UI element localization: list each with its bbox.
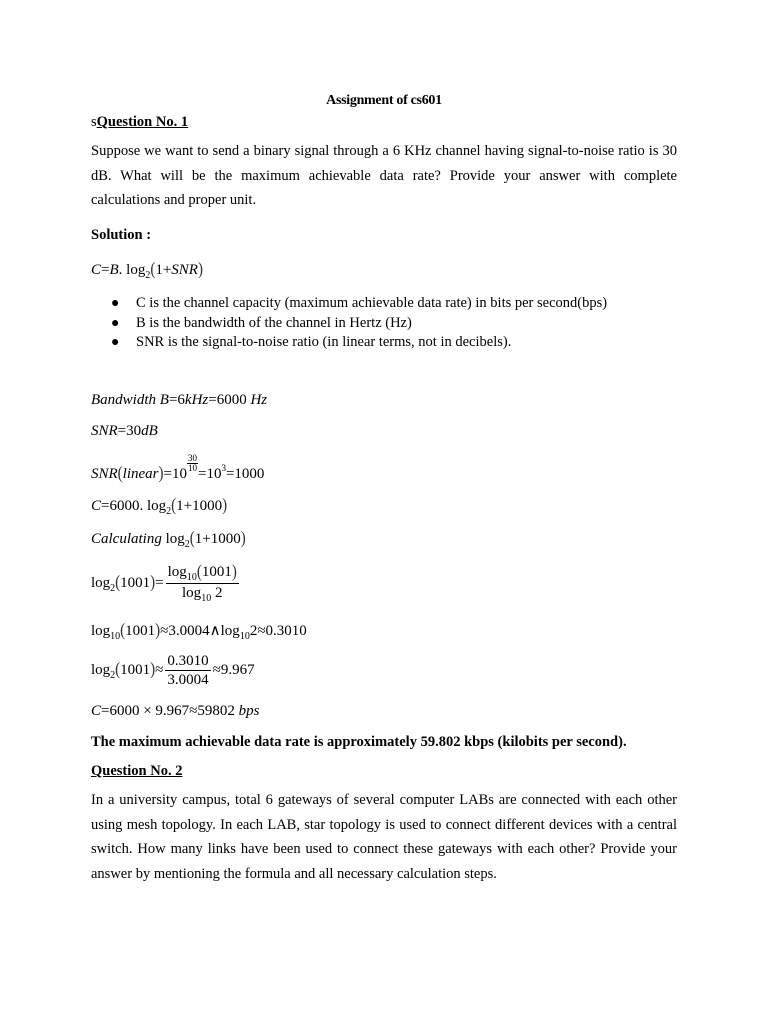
- list-item: ● SNR is the signal-to-noise ratio (in linear terms, not in decibels).: [91, 333, 607, 353]
- question-1-text: Suppose we want to send a binary signal through a 6 KHz channel having signal-to-noise ratio is 30 dB. What will be the maximum achievable data rate? Provide your answer with complete calculations and proper unit.: [91, 143, 677, 208]
- bullet-icon: ●: [111, 315, 120, 331]
- list-item: ● B is the bandwidth of the channel in Hertz (Hz): [91, 314, 607, 334]
- question-2-heading: Question No. 2: [91, 763, 183, 779]
- conclusion-text: The maximum achievable data rate is approximately 59.802 kbps (kilobits per second).: [91, 734, 627, 750]
- change-of-base-fraction: $\frac{\log_{10}(1001)}{\log_{10} 2}$: [167, 562, 237, 604]
- bullet-icon: ●: [111, 335, 120, 350]
- snr-linear-line: SNR(linear)=10 $\frac{30}{10}$ $=10^3=1000$: [91, 453, 265, 484]
- question-1-heading: [91, 114, 188, 131]
- list-item: ● C is the channel capacity (maximum achievable data rate) in bits per second(bps): [91, 294, 607, 314]
- bullet-icon: ●: [111, 296, 120, 311]
- document-title: Assignment of cs601: [326, 93, 442, 108]
- stray-character: s: [91, 114, 97, 130]
- question-1-label: Question No. 1: [96, 114, 189, 130]
- question-2-text: In a university campus, total 6 gateways of several computer LABs are connected with each other using mesh topology. In each LAB, star topology is used to connect different devices with a central switch. How many links have been used to connect these gateways with each other? Provide your answer by mentioning the formula and all necessary calculation steps.: [91, 792, 677, 882]
- capacity-substitution-line: C=6000. $\log_2(1+1000)$: [91, 496, 228, 517]
- log2-result-line: $\log_2(1001)\approx$ $\frac{0.3010}{3.0004}$ ≈9.967: [91, 653, 255, 688]
- final-capacity-line: C=6000 × 9.967≈59802 bps: [91, 703, 260, 719]
- snr-db-line: SNR=30dB: [91, 423, 158, 439]
- ratio-fraction: $\frac{0.3010}{3.0004}$: [167, 653, 209, 688]
- solution-label: Solution :: [91, 227, 152, 243]
- log10-values-line: $\log_{10}(1001)\approx 3.0004\wedge\log_{10}2\approx 0.3010$: [91, 621, 307, 642]
- shannon-formula: C=B. $\log_2(1+SNR)$: [91, 260, 203, 281]
- bandwidth-line: Bandwidth B=6kHz=6000 Hz: [91, 392, 268, 408]
- definition-list: [91, 294, 607, 353]
- change-of-base-line: $\log_2(1001)=$ $\frac{\log_{10}(1001)}{\log_{10} 2}$: [91, 562, 237, 604]
- calculating-line: Calculating $\log_2(1+1000)$: [91, 529, 246, 550]
